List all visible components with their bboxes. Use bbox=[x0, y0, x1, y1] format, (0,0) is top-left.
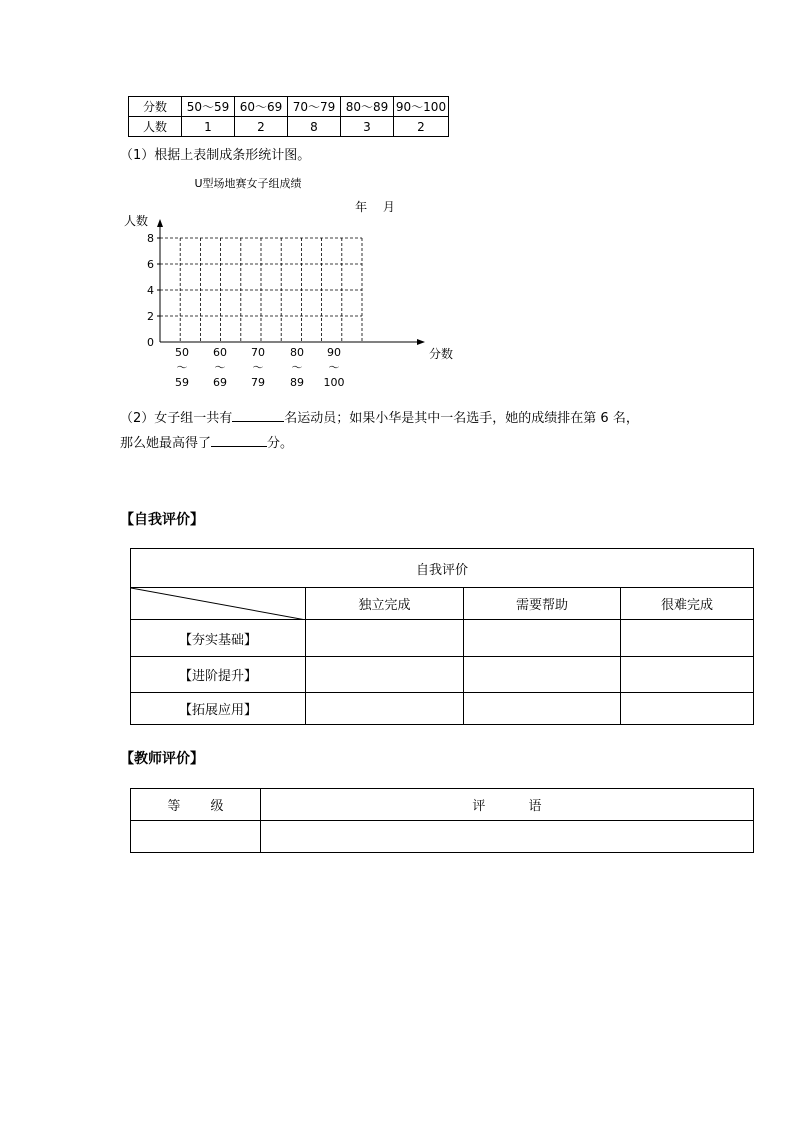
answer-blank-total[interactable] bbox=[232, 407, 284, 422]
x-tick-labels bbox=[175, 346, 345, 389]
x-tick-label: ～ bbox=[291, 361, 303, 374]
x-tick-label: 70 bbox=[251, 346, 265, 359]
y-tick-label: 0 bbox=[147, 336, 154, 349]
self-eval-table-title: 自我评价 bbox=[131, 549, 754, 588]
x-axis-label: 分数 bbox=[428, 347, 454, 361]
answer-blank-score[interactable] bbox=[211, 432, 267, 447]
question-2-line-2 bbox=[120, 432, 293, 451]
x-tick-label: 80 bbox=[290, 346, 304, 359]
row-label: 【进阶提升】 bbox=[131, 657, 306, 693]
y-axis-label: 人数 bbox=[123, 214, 149, 228]
eval-cell[interactable] bbox=[464, 657, 621, 693]
y-tick-labels bbox=[147, 232, 160, 349]
self-eval-heading: 【自我评价】 bbox=[120, 512, 204, 528]
question-2-line-1 bbox=[120, 407, 639, 428]
bar-chart-grid bbox=[112, 170, 472, 395]
comment-header: 评 语 bbox=[261, 789, 754, 821]
teacher-eval-table bbox=[130, 788, 754, 853]
x-tick-label: ～ bbox=[252, 361, 264, 374]
column-header: 需要帮助 bbox=[464, 588, 621, 620]
score-table bbox=[128, 96, 449, 137]
count-cell: 2 bbox=[394, 117, 449, 137]
count-cell: 3 bbox=[341, 117, 394, 137]
y-tick-label: 4 bbox=[147, 284, 154, 297]
question-2-text-a: （2）女子组一共有 bbox=[120, 411, 233, 426]
count-label: 人数 bbox=[129, 117, 182, 137]
score-header-label: 分数 bbox=[129, 97, 182, 117]
y-axis-arrow bbox=[157, 219, 163, 227]
teacher-eval-heading: 【教师评价】 bbox=[120, 751, 204, 767]
eval-cell[interactable] bbox=[464, 620, 621, 657]
chart-date-label: 年 月 bbox=[355, 200, 395, 214]
x-tick-label: 59 bbox=[175, 376, 189, 389]
eval-cell[interactable] bbox=[306, 693, 464, 725]
score-range-cell: 80～89 bbox=[341, 97, 394, 117]
x-tick-label: ～ bbox=[214, 361, 226, 374]
grade-header: 等 级 bbox=[131, 789, 261, 821]
column-header: 很难完成 bbox=[621, 588, 754, 620]
eval-cell[interactable] bbox=[621, 693, 754, 725]
y-tick-label: 2 bbox=[147, 310, 154, 323]
x-tick-label: 79 bbox=[251, 376, 265, 389]
question-1: （1）根据上表制成条形统计图。 bbox=[120, 148, 311, 163]
comment-cell[interactable] bbox=[261, 821, 754, 853]
x-tick-label: 90 bbox=[327, 346, 341, 359]
score-range-cell: 90～100 bbox=[394, 97, 449, 117]
count-cell: 1 bbox=[182, 117, 235, 137]
count-cell: 2 bbox=[235, 117, 288, 137]
count-cell: 8 bbox=[288, 117, 341, 137]
x-tick-label: 60 bbox=[213, 346, 227, 359]
x-tick-label: 89 bbox=[290, 376, 304, 389]
row-label: 【拓展应用】 bbox=[131, 693, 306, 725]
column-header: 独立完成 bbox=[306, 588, 464, 620]
x-tick-label: 100 bbox=[323, 376, 345, 389]
eval-cell[interactable] bbox=[464, 693, 621, 725]
diagonal-line bbox=[131, 588, 306, 620]
eval-cell[interactable] bbox=[306, 657, 464, 693]
x-tick-label: 69 bbox=[213, 376, 227, 389]
self-eval-table bbox=[130, 548, 754, 725]
eval-cell[interactable] bbox=[621, 657, 754, 693]
question-2-text-b: 名运动员；如果小华是其中一名选手，她的成绩排在第 6 名， bbox=[284, 411, 639, 426]
score-range-cell: 60～69 bbox=[235, 97, 288, 117]
chart-title: U型场地赛女子组成绩 bbox=[194, 177, 302, 190]
question-2-text-d: 分。 bbox=[267, 436, 294, 451]
score-table-header-row bbox=[129, 97, 449, 117]
x-tick-label: ～ bbox=[176, 361, 188, 374]
x-tick-label: ～ bbox=[328, 361, 340, 374]
chart-gridlines bbox=[160, 238, 362, 342]
eval-cell[interactable] bbox=[621, 620, 754, 657]
question-2-text-c: 那么她最高得了 bbox=[120, 436, 212, 451]
row-label: 【夯实基础】 bbox=[131, 620, 306, 657]
eval-cell[interactable] bbox=[306, 620, 464, 657]
y-tick-label: 8 bbox=[147, 232, 154, 245]
x-tick-label: 50 bbox=[175, 346, 189, 359]
y-tick-label: 6 bbox=[147, 258, 154, 271]
diagonal-header-cell bbox=[131, 588, 306, 620]
grade-cell[interactable] bbox=[131, 821, 261, 853]
score-table-count-row bbox=[129, 117, 449, 137]
x-axis-arrow bbox=[417, 339, 425, 345]
score-range-cell: 50～59 bbox=[182, 97, 235, 117]
score-range-cell: 70～79 bbox=[288, 97, 341, 117]
